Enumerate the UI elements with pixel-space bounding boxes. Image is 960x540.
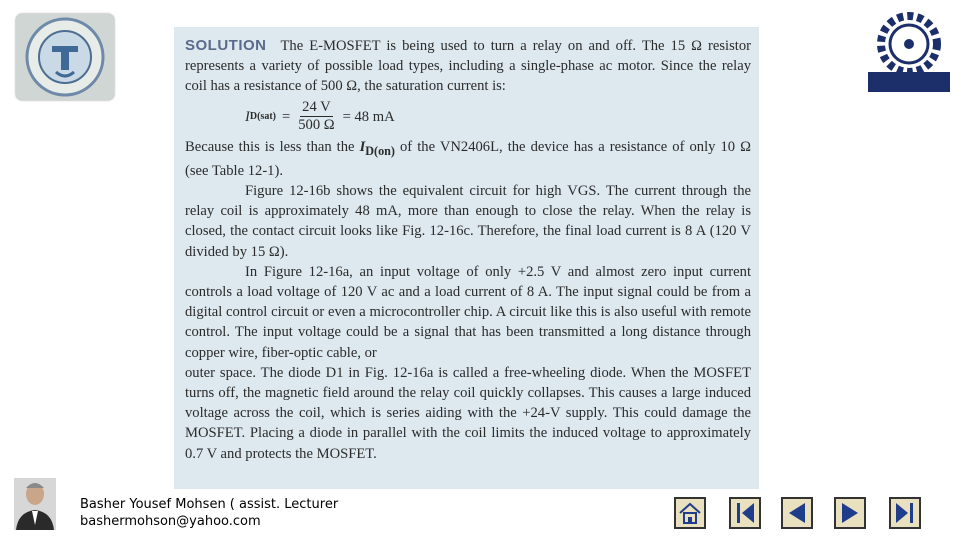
paragraph-resistance-term: I [359, 138, 366, 155]
paragraph-intro [185, 36, 751, 97]
first-slide-icon [731, 499, 759, 527]
previous-slide-button[interactable] [781, 497, 813, 529]
author-info [80, 496, 338, 530]
solution-label: SOLUTION [185, 37, 267, 54]
paragraph-diode: outer space. The diode D1 in Fig. 12-16a is called a free-wheeling diode. When the MOSFET turns off, the magnetic field around the relay coil quickly collapses. This causes a large induced voltage across the coil, which is series aiding with the +24-V supply. This could damage the MOSFET. Placing a diode in parallel with the coil limits the induced voltage to approximately 0.7 V and protects the MOSFET. [185, 364, 751, 462]
paragraph-resistance-term-sub: D(on) [365, 143, 395, 158]
paragraph-resistance [185, 137, 751, 181]
equation-fraction [298, 99, 334, 134]
equation-result: = 48 mA [342, 108, 395, 125]
last-slide-icon [891, 499, 919, 527]
home-button[interactable] [674, 497, 706, 529]
equation-numerator: 24 V [302, 99, 331, 116]
home-icon [676, 499, 704, 527]
author-email: bashermohson@yahoo.com [80, 514, 261, 529]
paragraph-intro-text: The E-MOSFET is being used to turn a relay on and off. The 15 Ω resistor represents a variety of possible load types, including a single-phase ac motor. Since the relay coil has a resistance of 500 Ω, the saturation current is: [185, 38, 751, 95]
equation-lhs-sub: D(sat) [249, 110, 276, 122]
equation-lhs: I [245, 108, 250, 125]
first-slide-button[interactable] [729, 497, 761, 529]
paragraph-resistance-text-b: of the VN2406L, the device has a resistance of only 10 Ω (see Table 12-1). [185, 138, 751, 179]
paragraph-figure-a: In Figure 12-16a, an input voltage of only +2.5 V and almost zero input current controls a load voltage of 120 V ac and a load current of 8 A. The input signal could be from a digital control circuit or even a microcontroller chip. A circuit like this is also useful with remote control. The input voltage could be a signal that has been transmitted a long distance through copper wire, fiber-optic cable, or [185, 263, 751, 361]
college-logo-right [866, 10, 952, 94]
solution-text [185, 36, 751, 464]
paragraph-figure-b: Figure 12-16b shows the equivalent circuit for high VGS. The current through the relay coil is approximately 48 mA, more than enough to close the relay. When the relay is closed, the contact circuit looks like Fig. 12-16c. Therefore, the final load current is 8 A (120 V divided by 15 Ω). [185, 182, 751, 260]
institute-logo-left [16, 14, 114, 100]
previous-slide-icon [783, 499, 811, 527]
equation-denominator: 500 Ω [298, 117, 335, 134]
equation-equals: = [281, 108, 291, 125]
saturation-current-equation [245, 97, 751, 137]
last-slide-button[interactable] [889, 497, 921, 529]
next-slide-button[interactable] [834, 497, 866, 529]
author-photo [14, 478, 56, 530]
author-name: Basher Yousef Mohsen ( assist. Lecturer [80, 497, 339, 512]
next-slide-icon [836, 499, 864, 527]
paragraph-resistance-text-a: Because this is less than the [185, 138, 360, 155]
